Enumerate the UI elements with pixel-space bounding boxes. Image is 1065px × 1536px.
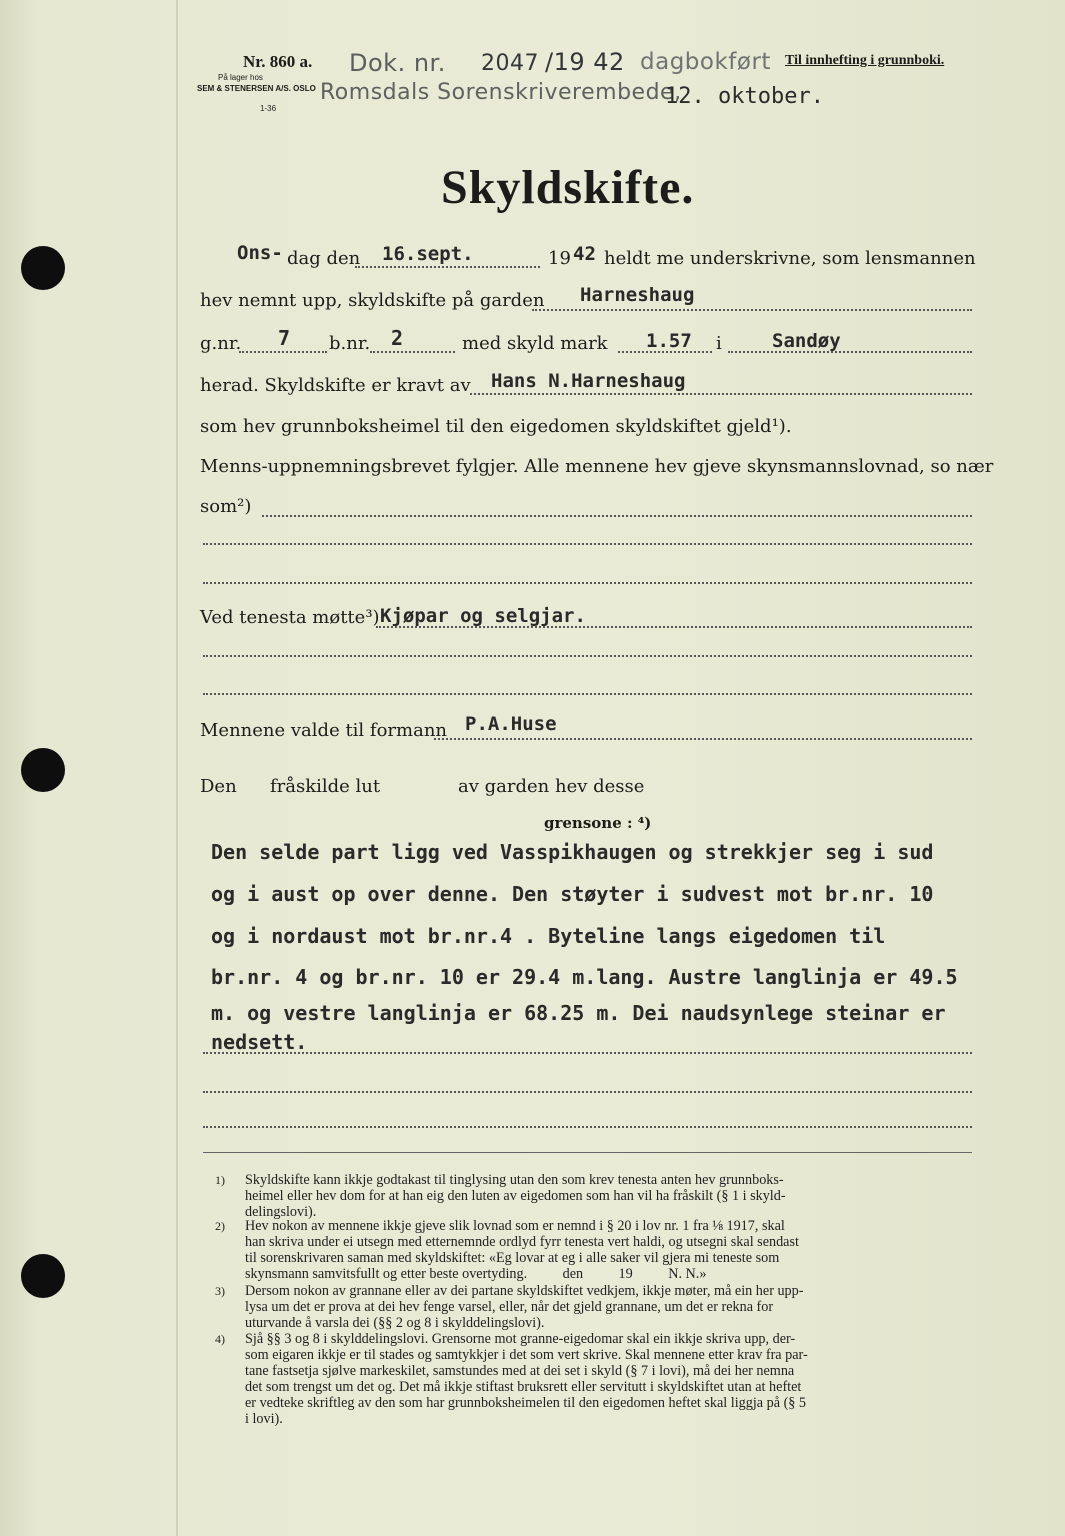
footnote-line: uturvande å varsla dei (§§ 2 og 8 i skylddelingslovi).	[245, 1315, 545, 1331]
footnote-line: er vedteke skriftleg av den som har grunnboksheimelen til den eigedomen heftet skal liggja på (§ 5	[245, 1395, 807, 1411]
publisher-line-2: SEM & STENERSEN A/S. OSLO	[197, 84, 316, 93]
footnote-line: heimel eller hev dom for at han eig den luten av eigedomen som han vil ha fråskilt (§ 1 i skyld-	[245, 1188, 786, 1204]
label-herad: herad. Skyldskifte er kravt av	[200, 375, 471, 396]
text-grunnboksheimel: som hev grunnboksheimel til den eigedomen skyldskiftet gjeld¹).	[200, 416, 792, 437]
farm-name: Harneshaug	[580, 284, 695, 306]
day-prefix: Ons-	[237, 242, 283, 264]
fill-line	[203, 1126, 972, 1128]
label-ved-tenesta: Ved tenesta møtte³)	[200, 607, 380, 628]
footnote-line: skynsmann samvitsfullt og etter beste overtyding. den 19 N. N.»	[245, 1266, 707, 1282]
label-heldt: heldt me underskrivne, som lensmannen	[604, 248, 976, 269]
label-fraskilde-lut: fråskilde lut	[270, 776, 381, 797]
punch-hole	[21, 748, 65, 792]
label-formann: Mennene valde til formann	[200, 720, 447, 741]
footnote-line: det som trengst um det og. Det må ikkje stiftast bruksrett eller servitutt i skyldskiftet utan at heftet	[245, 1379, 802, 1395]
label-hev-nemnt: hev nemnt upp, skyldskifte på garden	[200, 290, 545, 311]
fill-line	[532, 309, 972, 311]
label-i: i	[716, 333, 722, 354]
page-fold	[176, 0, 178, 1536]
description-line: og i aust op over denne. Den støyter i sudvest mot br.nr. 10	[211, 882, 934, 906]
footnote-line: tane fastsetja sjølve markeskilet, samstundes med at dei set i skyld (§ 7 i lovi), må dei her nemna	[245, 1363, 795, 1379]
gnr-value: 7	[278, 326, 291, 350]
dok-number: 2047	[481, 51, 539, 76]
bnr-value: 2	[391, 326, 404, 350]
footnote-line: Dersom nokon av grannane eller av dei partane skyldskiftet vedkjem, ikkje møter, må ein her upp-	[245, 1283, 804, 1299]
footnote-line: delingslovi).	[245, 1204, 317, 1220]
description-line: br.nr. 4 og br.nr. 10 er 29.4 m.lang. Austre langlinja er 49.5	[211, 965, 958, 989]
binding-note: Til innhefting i grunnboki.	[785, 53, 945, 68]
fill-line	[203, 1091, 972, 1093]
fill-line	[203, 543, 972, 545]
office-stamp: Romsdals Sorenskriverembede,	[320, 80, 682, 105]
footnote-line: som eigaren ikkje er til stades og samtykkjer i det som vert skrive. Skal mennene etter krav fra par-	[245, 1347, 808, 1363]
footnote-line: Hev nokon av mennene ikkje gjeve slik lovnad som er nemnd i § 20 i lov nr. 1 fra ⅛ 1917, skal	[245, 1218, 785, 1234]
fill-line	[434, 738, 972, 740]
form-number: Nr. 860 a.	[243, 52, 313, 71]
fill-line	[370, 351, 455, 353]
stamp-date: 12. oktober.	[665, 84, 824, 109]
footnote-line: han skriva under ei utsegn med etternemnde ordlyd fyrr tenesta vert haldi, og utsegni skal sendast	[245, 1234, 799, 1250]
year-value: 42	[573, 243, 596, 265]
fill-line	[203, 693, 972, 695]
fill-line	[728, 351, 972, 353]
footnote-line: Skyldskifte kann ikkje godtakast til tinglysing utan den som krev tenesta anten hev grunnboks-	[245, 1172, 784, 1188]
footnote-3	[215, 1283, 975, 1331]
footnote-4	[215, 1331, 975, 1427]
footnote-line: til sorenskrivaren saman med skyldskiftet: «Eg lovar at eg i alle saker vil gjera mi teneste som	[245, 1250, 780, 1266]
publisher-line-3: 1-36	[260, 104, 277, 113]
fill-line	[203, 1052, 972, 1054]
label-skyld: med skyld mark	[462, 333, 608, 354]
description-line: nedsett.	[211, 1030, 308, 1054]
description-line: Den selde part ligg ved Vasspikhaugen og strekkjer seg i sud	[211, 840, 934, 864]
footnote-2	[215, 1218, 975, 1282]
label-den: Den	[200, 776, 237, 797]
requested-by: Hans N.Harneshaug	[491, 370, 686, 392]
label-gnr: g.nr.	[200, 333, 242, 354]
fill-line	[262, 515, 972, 517]
fill-line	[203, 582, 972, 584]
footnote-number: 2)	[215, 1219, 225, 1233]
chair-value: P.A.Huse	[465, 713, 557, 735]
footnote-number: 4)	[215, 1332, 225, 1346]
footnote-number: 3)	[215, 1284, 225, 1298]
dok-year: /19 42	[545, 48, 625, 76]
label-av-garden: av garden hev desse	[458, 776, 645, 797]
label-19: 19	[548, 248, 571, 269]
footnote-line: lysa um det er prova at dei hev fenge varsel, eller, når det gjeld grannane, um det er rekna for	[245, 1299, 774, 1315]
footnote-line: Sjå §§ 3 og 8 i skylddelingslovi. Grensorne mot granne-eigedomar skal ein ikkje skriva upp, der-	[245, 1331, 796, 1347]
footnote-line: i lovi).	[245, 1411, 283, 1427]
fill-line	[355, 266, 540, 268]
label-grensone: grensone : ⁴)	[544, 814, 652, 832]
footnote-1	[215, 1172, 975, 1220]
label-dag-den: dag den	[287, 248, 361, 269]
dok-label-stamp: Dok. nr.	[349, 49, 446, 77]
attended-value: Kjøpar og selgjar.	[380, 605, 586, 627]
fill-line	[203, 655, 972, 657]
skyld-value: 1.57	[646, 330, 692, 352]
fill-line	[470, 393, 972, 395]
footnote-separator	[203, 1152, 972, 1153]
fill-line	[239, 351, 327, 353]
punch-hole	[21, 1254, 65, 1298]
description-line: og i nordaust mot br.nr.4 . Byteline langs eigedomen til	[211, 924, 886, 948]
register-stamp: dagbokført	[640, 49, 771, 75]
description-line: m. og vestre langlinja er 68.25 m. Dei naudsynlege steinar er	[211, 1001, 946, 1025]
publisher-line-1: På lager hos	[218, 73, 263, 82]
text-mennsuppnemning: Menns-uppnemningsbrevet fylgjer. Alle mennene hev gjeve skynsmannslovnad, so nær	[200, 456, 994, 477]
page-title: Skyldskifte.	[441, 161, 695, 214]
footnote-number: 1)	[215, 1173, 225, 1187]
label-bnr: b.nr.	[329, 333, 371, 354]
text-som: som²)	[200, 496, 252, 517]
herad-name: Sandøy	[772, 330, 841, 352]
punch-hole	[21, 246, 65, 290]
date-value: 16.sept.	[382, 243, 474, 265]
